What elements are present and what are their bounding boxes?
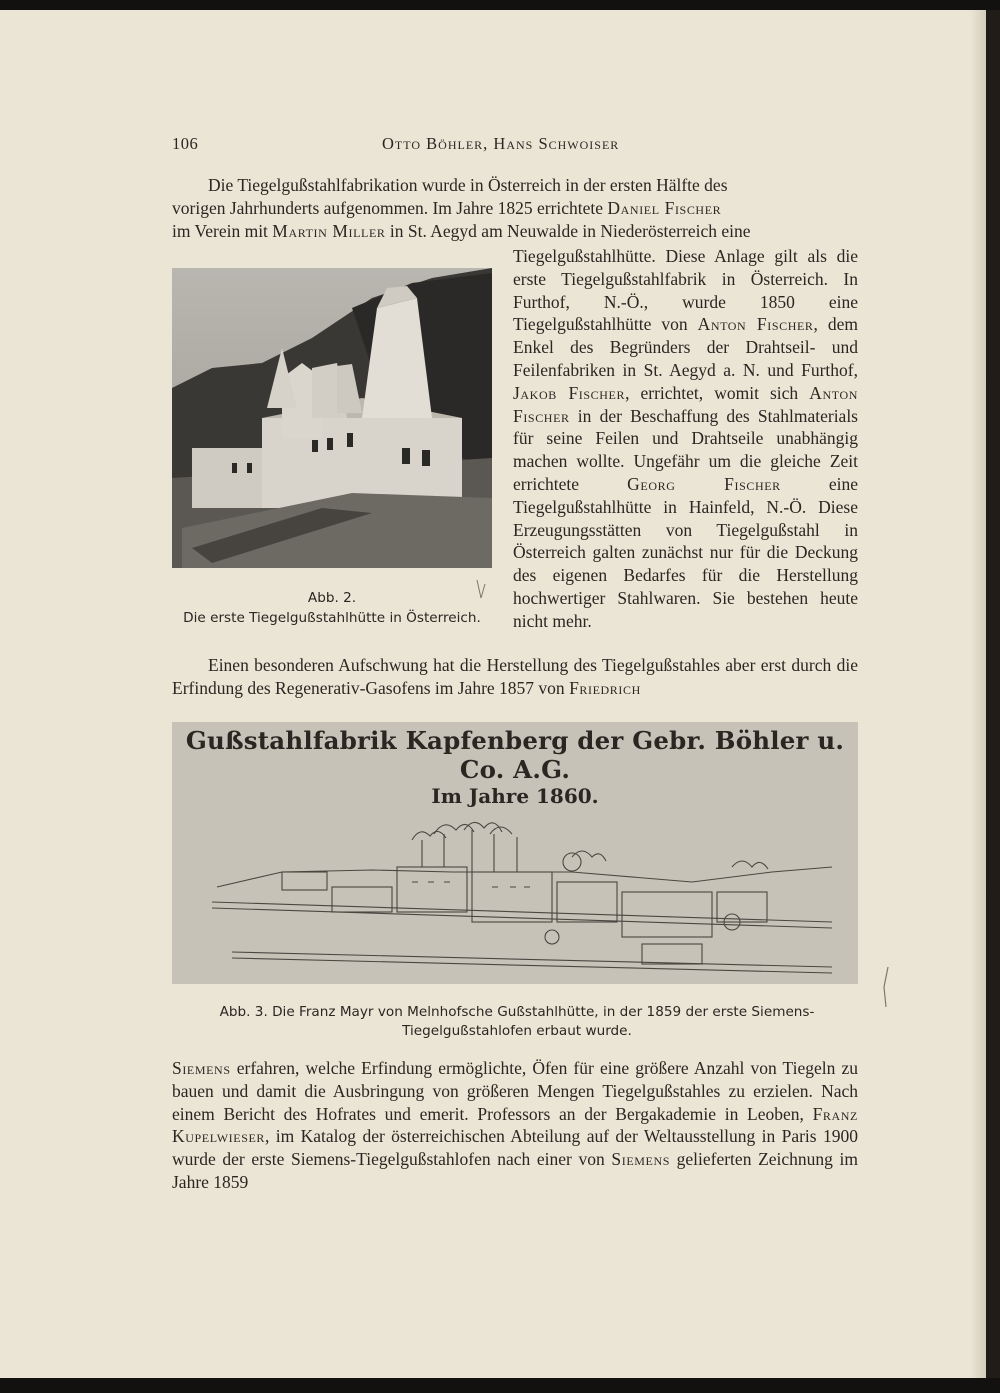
person-name: Anton Fischer xyxy=(513,382,858,426)
page-number: 106 xyxy=(172,134,199,153)
intro-line-2: vorigen Jahrhunderts aufgenommen. Im Jahre 1825 errichtete Daniel Fischer xyxy=(172,197,722,218)
intro-paragraph xyxy=(172,174,858,242)
intro-line-3: im Verein mit Martin Miller in St. Aegyd am Neuwalde in Niederösterreich eine xyxy=(172,220,751,241)
paragraph-3: Siemens erfahren, welche Erfindung ermöglichte, Öfen für eine größere Anzahl von Tiegeln zu bauen und damit die Ausbringung von größeren Mengen Tiegelgußstahles zu erzielen. Nach einem Bericht des Hofrates und emerit. Professors an der Bergakademie in Leoben, Franz Kupelwieser, im Katalog der österreichischen Abteilung auf der Weltausstellung in Paris 1900 wurde der erste Siemens-Tiegelgußstahlofen nach einer von Siemens gelieferten Zeichnung im Jahre 1859 xyxy=(172,1058,859,1192)
figure-3-sketch xyxy=(172,722,858,984)
figure-2-caption-text: Die erste Tiegelgußstahlhütte in Österreich. xyxy=(183,610,481,626)
intro-line-1: Die Tiegelgußstahlfabrikation wurde in Österreich in der ersten Hälfte des xyxy=(208,175,728,195)
figure-2-label: Abb. 2. xyxy=(307,590,357,606)
pencil-mark xyxy=(876,965,892,1010)
figure-3-caption: Abb. 3. Die Franz Mayr von Melnhofsche Gußstahlhütte, in der 1859 der erste Siemens-Tiegelgußstahlofen erbaut wurde. xyxy=(219,1004,815,1039)
person-name: Siemens xyxy=(172,1058,231,1078)
sketch-subtitle: Im Jahre 1860. xyxy=(431,784,599,808)
running-header xyxy=(172,134,862,156)
person-name: Friedrich xyxy=(569,677,641,698)
figure-2-caption xyxy=(172,588,492,628)
sketch-title: Gußstahlfabrik Kapfenberg der Gebr. Böhler u. Co. A.G. xyxy=(185,726,845,784)
person-name: Jakob Fischer xyxy=(513,382,626,403)
figure-2-photo xyxy=(172,268,492,568)
page-spine-shadow xyxy=(970,10,1000,1378)
person-name: Siemens xyxy=(611,1149,670,1170)
paragraph-2: Einen besonderen Aufschwung hat die Herstellung des Tiegelgußstahles aber erst durch die Erfindung des Regenerativ-Gasofens im Jahre 1857 von Friedrich xyxy=(172,655,858,698)
person-name: Daniel Fischer xyxy=(607,197,722,218)
wrapped-text-column xyxy=(513,245,858,633)
person-name: Anton Fischer xyxy=(697,314,814,335)
person-name: Martin Miller xyxy=(272,220,386,241)
pencil-mark xyxy=(475,578,487,604)
running-title: Otto Böhler, Hans Schwoiser xyxy=(382,134,620,153)
wrapped-paragraph: Tiegelgußstahlhütte. Diese Anlage gilt als die erste Tiegelgußstahlfabrik in Österreich. In Furthof, N.-Ö., wurde 1850 eine Tiegelgußstahlhütte von Anton Fischer, dem Enkel des Begründers der Drahtseil- und Feilenfabriken in St. Aegyd a. N. und Furthof, Jakob Fischer, errichtet, womit sich Anton Fischer in der Beschaffung des Stahlmaterials für seine Feilen und Drahtseile unabhängig machen wollte. Ungefähr um die gleiche Zeit errichtete Georg Fischer eine Tiegelgußstahlhütte in Hainfeld, N.-Ö. Diese Erzeugungsstätten von Tiegelgußstahl in Österreich galten zunächst nur für die Deckung des eigenen Bedarfes für die Herstellung hochwertiger Stahlwaren. Sie bestehen heute nicht mehr. xyxy=(513,246,859,631)
person-name: Georg Fischer xyxy=(627,473,781,494)
person-name: Franz Kupelwieser xyxy=(172,1103,858,1147)
